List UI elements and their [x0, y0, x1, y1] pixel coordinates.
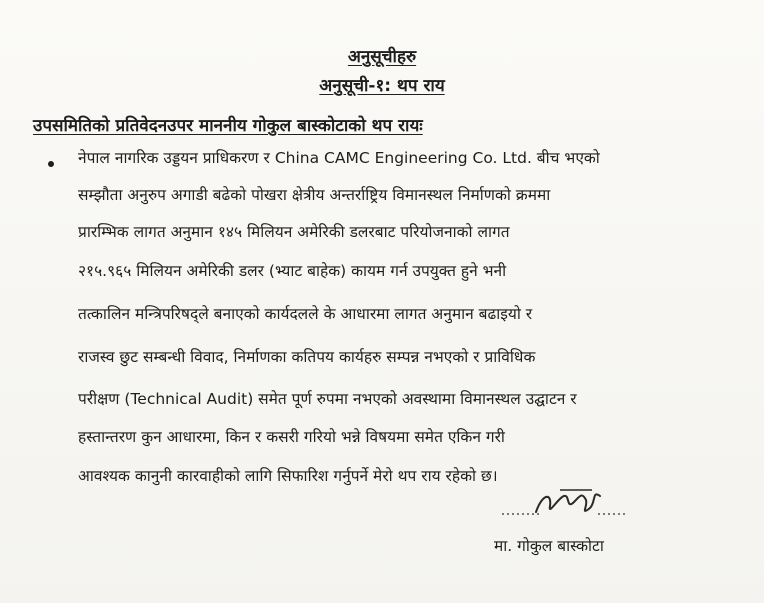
paragraph-line: नेपाल नागरिक उड्डयन प्राधिकरण र China CAMC Engineering Co. Ltd. बीच भएको	[78, 149, 600, 167]
paragraph-line: हस्तान्तरण कुन आधारमा, किन र कसरी गरियो भन्ने विषयमा समेत एकिन गरी	[78, 428, 505, 446]
paragraph-line: तत्कालिन मन्त्रिपरिषद्ले बनाएको कार्यदलले के आधारमा लागत अनुमान बढाइयो र	[78, 305, 533, 323]
document-subtitle: अनुसूची-१: थप राय	[319, 76, 445, 96]
paragraph-line: आवश्यक कानुनी कारवाहीको लागि सिफारिश गर्नुपर्ने मेरो थप राय रहेको छ।	[78, 467, 498, 485]
signatory-name: मा. गोकुल बास्कोटा	[494, 537, 604, 555]
bullet-icon	[48, 161, 54, 167]
signature-mark	[500, 486, 630, 526]
paragraph-line: सम्झौता अनुरुप अगाडी बढेको पोखरा क्षेत्रीय अन्तर्राष्ट्रिय विमानस्थल निर्माणको क्रममा	[78, 186, 551, 204]
paragraph-line: २१५.९६५ मिलियन अमेरिकी डलर (भ्याट बाहेक) कायम गर्न उपयुक्त हुने भनी	[78, 262, 507, 280]
paragraph-line: राजस्व छुट सम्बन्धी विवाद, निर्माणका कतिपय कार्यहरु सम्पन्न नभएको र प्राविधिक	[78, 348, 536, 366]
section-heading: उपसमितिको प्रतिवेदनउपर माननीय गोकुल बास्कोटाको थप रायः	[33, 116, 423, 136]
paragraph-line: परीक्षण (Technical Audit) समेत पूर्ण रुपमा नभएको अवस्थामा विमानस्थल उद्घाटन र	[78, 390, 577, 408]
document-title: अनुसूचीहरु	[347, 47, 417, 67]
paragraph-line: प्रारम्भिक लागत अनुमान १४५ मिलियन अमेरिकी डलरबाट परियोजनाको लागत	[78, 223, 510, 241]
